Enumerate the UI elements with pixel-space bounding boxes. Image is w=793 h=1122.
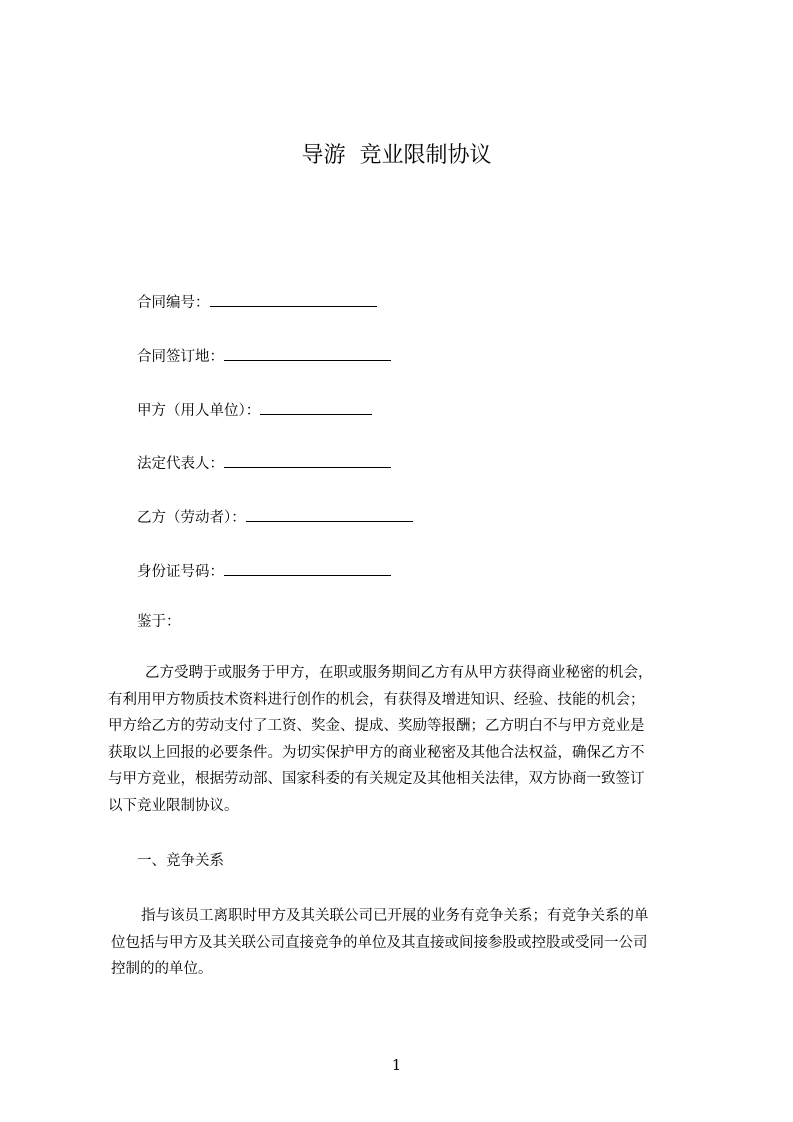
preamble-line: 有利用甲方物质技术资料进行创作的机会，有获得及增进知识、经验、技能的机会； xyxy=(108,691,645,708)
whereas-heading: 鉴于： xyxy=(137,614,181,630)
signing-place-label: 合同签订地： xyxy=(137,349,224,365)
legal-representative-blank[interactable] xyxy=(224,453,391,468)
section-1-heading: 一、竞争关系 xyxy=(137,853,224,869)
party-a-field xyxy=(137,400,372,421)
section-1-line: 控制的的单位。 xyxy=(111,961,213,977)
party-b-label: 乙方（劳动者）： xyxy=(137,510,246,526)
signing-place-field xyxy=(137,346,391,367)
legal-representative-field xyxy=(137,453,391,474)
contract-number-label: 合同编号： xyxy=(137,295,210,311)
preamble-line: 甲方给乙方的劳动支付了工资、奖金、提成、奖励等报酬；乙方明白不与甲方竞业是 xyxy=(108,718,645,734)
preamble-paragraph xyxy=(108,660,653,819)
party-a-blank[interactable] xyxy=(260,400,372,415)
preamble-line: 以下竞业限制协议。 xyxy=(108,797,239,814)
preamble-line: 乙方受聘于或服务于甲方，在职或服务期间乙方有从甲方获得商业秘密的机会， xyxy=(145,665,653,681)
id-number-field xyxy=(137,561,391,582)
document-title: 导游 竞业限制协议 xyxy=(301,143,492,168)
id-number-label: 身份证号码： xyxy=(137,564,224,580)
signing-place-blank[interactable] xyxy=(224,346,391,361)
page-number: 1 xyxy=(391,1056,402,1074)
section-1-line: 位包括与甲方及其关联公司直接竞争的单位及其直接或间接参股或控股或受同一公司 xyxy=(111,934,648,951)
party-b-field xyxy=(137,507,413,528)
section-1-paragraph xyxy=(108,903,697,983)
legal-representative-label: 法定代表人： xyxy=(137,456,224,472)
party-b-blank[interactable] xyxy=(246,507,413,522)
section-1-line: 指与该员工离职时甲方及其关联公司已开展的业务有竞争关系；有竞争关系的单 xyxy=(141,908,649,924)
id-number-blank[interactable] xyxy=(224,561,391,576)
preamble-line: 获取以上回报的必要条件。为切实保护甲方的商业秘密及其他合法权益，确保乙方不 xyxy=(108,744,645,761)
contract-number-blank[interactable] xyxy=(210,292,377,307)
preamble-line: 与甲方竞业，根据劳动部、国家科委的有关规定及其他相关法律，双方协商一致签订 xyxy=(108,771,645,787)
party-a-label: 甲方（用人单位）： xyxy=(137,403,261,419)
contract-number-field xyxy=(137,292,377,313)
